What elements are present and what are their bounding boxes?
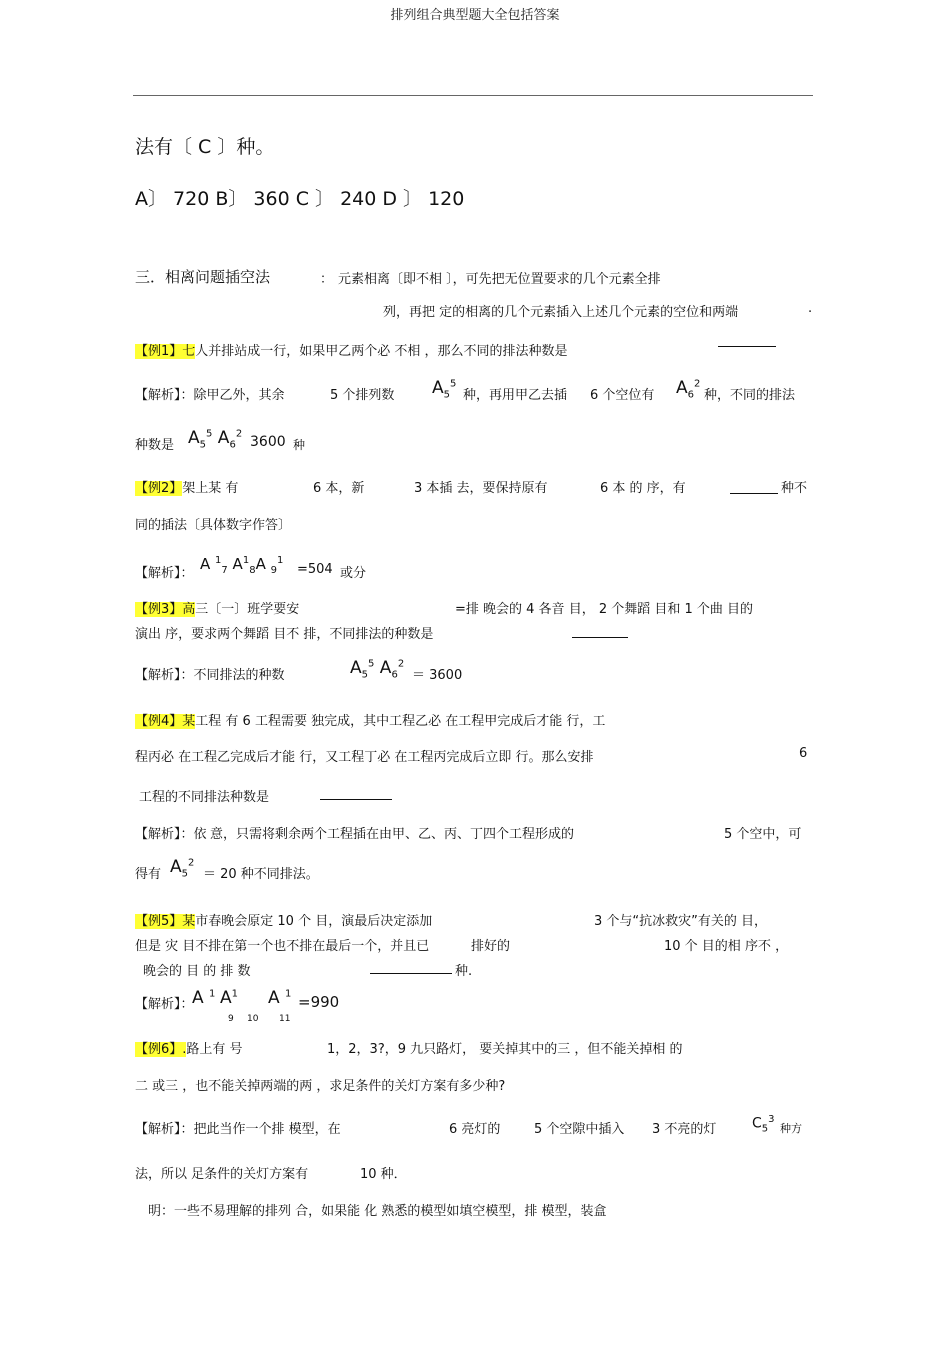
solution-1-e: 种，不同的排法 <box>704 388 796 403</box>
example-1-tag: 【例1】七 <box>135 344 196 359</box>
example-1-text: 人并排站成一行，如果甲乙两个必 不相 ，那么不同的排法种数是 <box>195 344 568 359</box>
example-6-b: 1，2，3?，9 九只路灯， 要关掉其中的三 ，但不能关掉相 的 <box>327 1042 683 1057</box>
solution-6-e: 种方 <box>780 1122 802 1135</box>
example-5-tag: 【例5】某 <box>135 914 196 929</box>
example-4-d: 工程的不同排法种数是 <box>139 790 270 805</box>
math-a-9: A $^1$ <box>192 988 216 1008</box>
example-6 <box>135 1038 243 1057</box>
example-2-e: 种不 <box>781 481 808 496</box>
example-5-b: 3 个与“抗冰救灾”有关的 目， <box>594 914 768 929</box>
solution-1-f: 种数是 <box>135 438 175 453</box>
example-2 <box>135 477 238 496</box>
example-3-a: 三〔一〕班学要安 <box>195 602 300 617</box>
example-6-tag: 【例6】. <box>135 1042 187 1057</box>
answer-blank <box>572 637 628 638</box>
example-3-tag: 【例3】高 <box>135 602 196 617</box>
solution-1-label: 【解析】：除甲乙外，其余 <box>135 388 285 403</box>
example-4-tag: 【例4】某 <box>135 714 196 729</box>
example-2-d: 6 本 的 序，有 <box>600 481 686 496</box>
solution-2-b: =504 <box>297 562 333 577</box>
header-rule <box>133 95 813 96</box>
page-header: 排列组合典型题大全包括答案 <box>390 8 560 23</box>
section-desc-2: 列，再把 定的相离的几个元素插入上述几个元素的空位和两端 <box>383 305 739 320</box>
math-a52: $A_5^2$ <box>170 857 195 880</box>
note-text: 明：一些不易理解的排列 合，如果能 化 熟悉的模型如填空模型，排 模型，装盒 <box>148 1204 607 1219</box>
solution-6-b: 6 亮灯的 <box>449 1122 501 1137</box>
answer-blank <box>718 346 776 347</box>
example-3 <box>135 598 299 617</box>
solution-1-g: 3600 <box>250 434 286 450</box>
solution-1-h: 种 <box>293 438 306 452</box>
answer-blank <box>320 799 392 800</box>
solution-4-e: ＝ 20 种不同排法。 <box>203 867 319 882</box>
math-c53: $C_5^3$ <box>752 1114 775 1135</box>
solution-4-c: 5 个空中，可 <box>724 827 802 842</box>
example-5-e: 10 个 目的相 序不 ， <box>664 939 789 954</box>
subscript-11: 11 <box>279 1014 291 1024</box>
solution-5-b: =990 <box>298 993 340 1011</box>
solution-4-d: 得有 <box>135 867 162 882</box>
solution-2-label: 【解析】： <box>135 566 194 581</box>
example-4-b: 程丙必 在工程乙完成后才能 行，又工程丁必 在工程丙完成后立即 行。那么安排 <box>135 750 594 765</box>
example-5-g: 种. <box>455 964 473 979</box>
example-5-a: 市春晚会原定 10 个 目，演最后决定添加 <box>195 914 433 929</box>
solution-4-b: 意，只需将剩余两个工程插在由甲、乙、丙、丁四个工程形成的 <box>210 827 575 842</box>
solution-6-d: 3 不亮的灯 <box>652 1122 717 1137</box>
solution-6-a: 【解析】：把此当作一个排 模型，在 <box>135 1122 341 1137</box>
example-1 <box>135 340 568 359</box>
subscript-10: 10 <box>247 1014 259 1024</box>
example-6-c: 二 或三 ，也不能关掉两端的两 ，求足条件的关灯方案有多少种? <box>135 1079 506 1094</box>
question-tail: 法有〔 C 〕种。 <box>135 136 275 158</box>
section-desc-dot: . <box>808 301 813 316</box>
example-5-d: 排好的 <box>471 939 511 954</box>
subscript-9: 9 <box>228 1014 234 1024</box>
math-a62: $A_6^2$ <box>676 378 701 401</box>
math-a55-a62: $A_5^5$ $A_6^2$ <box>188 428 243 451</box>
solution-1-b: 5 个排列数 <box>330 388 395 403</box>
example-3-c: 演出 序，要求两个舞蹈 目不 排，不同排法的种数是 <box>135 627 434 642</box>
solution-6-c: 5 个空隙中插入 <box>534 1122 625 1137</box>
example-3-b: =排 晚会的 4 各音 目， 2 个舞蹈 目和 1 个曲 目的 <box>455 602 754 617</box>
example-4-c: 6 <box>799 746 808 761</box>
math-a17-a18-a91: A $^1_7$ $A^1_8A$ $_9^1$ <box>200 555 284 576</box>
example-5 <box>135 910 432 929</box>
answer-options: A〕 720 B〕 360 C 〕 240 D 〕 120 <box>135 188 465 210</box>
example-4-a: 工程 有 6 工程需要 独完成，其中工程乙必 在工程甲完成后才能 行，工 <box>195 714 606 729</box>
example-2-a: 架上某 有 <box>182 481 239 496</box>
solution-6-g: 10 种． <box>360 1167 407 1182</box>
math-a-11: A $^1$ <box>268 988 292 1008</box>
example-2-c: 3 本插 去，要保持原有 <box>414 481 548 496</box>
example-2-tag: 【例2】 <box>135 481 183 496</box>
example-4 <box>135 710 605 729</box>
section-colon: ： <box>320 272 334 287</box>
solution-6-f: 法，所以 足条件的关灯方案有 <box>135 1167 309 1182</box>
solution-2-c: 或分 <box>340 566 367 581</box>
example-5-c: 但是 灾 目不排在第一个也不排在最后一个，并且已 <box>135 939 430 954</box>
solution-1-d: 6 个空位有 <box>590 388 655 403</box>
example-2-b: 6 本，新 <box>313 481 365 496</box>
math-a-10: $A^1$ <box>220 988 239 1008</box>
answer-blank <box>730 493 778 494</box>
math-a55-a62: $A_5^5$ $A_6^2$ <box>350 658 405 681</box>
solution-1-c: 种，再用甲乙去插 <box>463 388 568 403</box>
answer-blank <box>370 973 452 974</box>
section-title: 三．相离问题插空法 <box>135 268 271 286</box>
solution-3-a: 【解析】：不同排法的种数 <box>135 668 285 683</box>
section-desc-1: 元素相离〔即不相 〕，可先把无位置要求的几个元素全排 <box>338 272 661 287</box>
example-6-a: 路上有 号 <box>186 1042 243 1057</box>
solution-3-b: ＝ 3600 <box>412 668 463 683</box>
solution-5-label: 【解析】： <box>135 997 194 1012</box>
example-5-f: 晚会的 目 的 排 数 <box>143 964 251 979</box>
solution-4-a: 【解析】：依 <box>135 827 207 842</box>
math-a55: $A_5^5$ <box>432 378 457 401</box>
example-2-f: 同的插法〔具体数字作答〕 <box>135 518 292 533</box>
